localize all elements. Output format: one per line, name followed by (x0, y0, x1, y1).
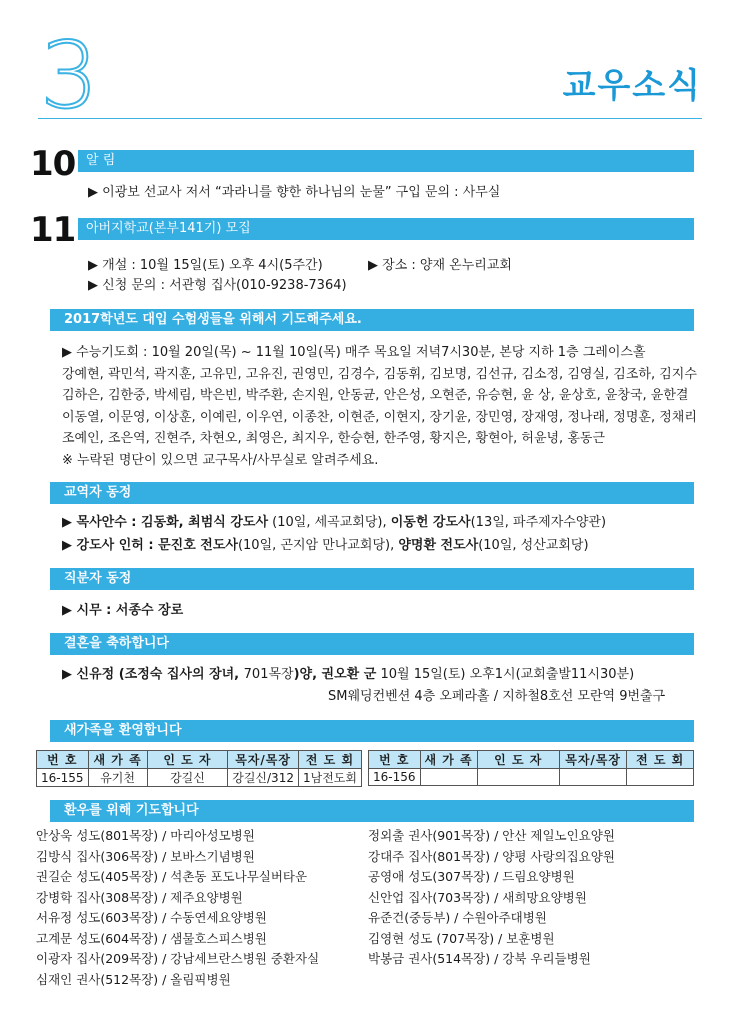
exam-student-names: 김하은, 김한중, 박세림, 박은빈, 박주환, 손지원, 안동균, 안은성, 오현준, 유승현, 윤 상, 윤상호, 윤창국, 윤한결 (62, 388, 689, 403)
new-family-table-right (368, 750, 694, 786)
patient-item: 김영현 성도 (707목장) / 보훈병원 (368, 930, 555, 946)
exam-student-names: 이동열, 이문영, 이상훈, 이예린, 이우연, 이종찬, 이현준, 이현지, 장기윤, 장민영, 장재영, 정나래, 정명훈, 정채리 (62, 409, 697, 425)
wedding-venue: SM웨딩컨벤션 4층 오페라홀 / 지하철8호선 모란역 9번출구 (328, 689, 666, 704)
officers-title: 직분자 동정 (50, 568, 694, 590)
cell (420, 769, 477, 786)
col-mokjang: 목자/목장 (228, 751, 299, 769)
col-newcomer: 새 가 족 (88, 751, 147, 769)
exam-prayer-note: ※ 누락된 명단이 있으면 교구목사/사무실로 알려주세요. (62, 452, 379, 468)
patient-item: 공영애 성도(307목장) / 드림요양병원 (368, 869, 575, 884)
fathers-school-contact: ▶ 신청 문의 : 서관형 집사(010-9238-7364) (88, 278, 347, 293)
patient-item: 유준건(중등부) / 수원아주대병원 (368, 910, 547, 925)
fathers-school-place: ▶ 장소 : 양재 온누리교회 (368, 258, 512, 273)
patient-item: 박봉금 권사(514목장) / 강북 우리들병원 (368, 951, 591, 966)
ordination-line (62, 514, 606, 532)
patient-item: 이광자 집사(209목장) / 강남세브란스병원 중환자실 (36, 951, 320, 966)
patient-item: 심재인 권사(512목장) / 올림픽병원 (36, 971, 231, 987)
cell: 16-155 (37, 769, 89, 787)
exam-student-names: 강예현, 곽민석, 곽지훈, 고유민, 고유진, 권영민, 김경수, 김동휘, 김보명, 김선규, 김소정, 김영실, 김조하, 김지수 (62, 366, 697, 382)
cell: 16-156 (369, 769, 421, 786)
col-mission: 전 도 회 (627, 751, 694, 769)
license-name2: 양명환 전도사 (398, 538, 479, 553)
patient-item: 정외출 권사(901목장) / 안산 제일노인요양원 (368, 828, 615, 843)
license-place: (10일, 곤지암 만나교회당), (237, 538, 399, 553)
ministers-title: 교역자 동정 (50, 482, 694, 504)
col-newcomer: 새 가 족 (420, 751, 477, 769)
cell: 강길신 (147, 769, 228, 787)
patient-item: 강대주 집사(801목장) / 양평 사랑의집요양원 (368, 848, 615, 864)
new-family-table-left (36, 750, 362, 787)
wedding-couple-a: ▶ 신유정 (조정숙 집사의 장녀, (62, 667, 244, 682)
cell (477, 769, 559, 786)
wedding-time: 10월 15일(토) 오후1시(교회출발11시30분) (376, 667, 635, 682)
col-number: 번 호 (369, 751, 421, 769)
exam-prayer-meeting: ▶ 수능기도회 : 10월 20일(목) ~ 11월 10일(목) 매주 목요일 저녁7시30분, 본당 지하 1층 그레이스홀 (62, 345, 646, 360)
fathers-school-open: ▶ 개설 : 10월 15일(토) 오후 4시(5주간) (88, 258, 323, 273)
ordination-names: ▶ 목사안수 : 김동화, 최범식 강도사 (62, 515, 269, 530)
col-guide: 인 도 자 (477, 751, 559, 769)
col-mokjang: 목자/목장 (559, 751, 627, 769)
title-divider (38, 118, 702, 119)
ordination-place: (10일, 세곡교회당), (268, 515, 391, 530)
officers-line: ▶ 시무 : 서종수 장로 (62, 603, 184, 618)
cell (627, 769, 694, 786)
patients-title: 환우를 위해 기도합니다 (50, 800, 694, 822)
cell: 1남전도회 (298, 769, 361, 787)
patient-item: 안상욱 성도(801목장) / 마리아성모병원 (36, 828, 255, 843)
wedding-mokjang: 701목장 (243, 667, 294, 682)
patient-item: 권길순 성도(405목장) / 석촌동 포도나무실버타운 (36, 869, 308, 884)
ordination-place2: (13일, 파주제자수양관) (470, 515, 607, 530)
exam-student-names: 조예인, 조은역, 진현주, 차현오, 최영은, 최지우, 한승현, 한주영, 황지은, 황현아, 허윤녕, 홍동근 (62, 431, 605, 446)
page-title: 교우소식 (562, 66, 702, 106)
license-line (62, 537, 589, 555)
license-name: ▶ 강도사 인허 : 문진호 전도사 (62, 538, 238, 553)
notice-line: ▶ 이광보 선교사 저서 “과라니를 향한 하나님의 눈물” 구입 문의 : 사무실 (88, 185, 501, 200)
page-number: 3 (40, 22, 99, 129)
patients-right-list (368, 826, 615, 970)
patient-item: 김방식 집사(306목장) / 보바스기념병원 (36, 848, 255, 864)
patient-item: 신안업 집사(703목장) / 새희망요양병원 (368, 889, 587, 905)
section-bar: 아버지학교(본부141기) 모집 (78, 218, 694, 240)
cell (559, 769, 627, 786)
license-place2: (10일, 성산교회당) (478, 538, 589, 553)
cell: 유기천 (88, 769, 147, 787)
section-bar: 알 림 (78, 150, 694, 172)
col-number: 번 호 (37, 751, 89, 769)
patient-item: 서유정 성도(603목장) / 수동연세요양병원 (36, 910, 267, 925)
section-number: 11 (30, 210, 76, 250)
col-mission: 전 도 회 (298, 751, 361, 769)
patient-item: 고계문 성도(604목장) / 샘물호스피스병원 (36, 930, 267, 946)
patient-item: 강병학 집사(308목장) / 제주요양병원 (36, 889, 243, 905)
exam-prayer-title: 2017학년도 대입 수험생들을 위해서 기도해주세요. (50, 309, 694, 331)
wedding-title: 결혼을 축하합니다 (50, 633, 694, 655)
patients-left-list (36, 826, 319, 990)
ordination-name2: 이동헌 강도사 (390, 515, 471, 530)
section-number: 10 (30, 144, 76, 184)
col-guide: 인 도 자 (147, 751, 228, 769)
cell: 강길신/312 (228, 769, 299, 787)
new-family-title: 새가족을 환영합니다 (50, 720, 694, 742)
wedding-couple-b: )양, 권오환 군 (293, 667, 377, 682)
wedding-line (62, 666, 634, 684)
